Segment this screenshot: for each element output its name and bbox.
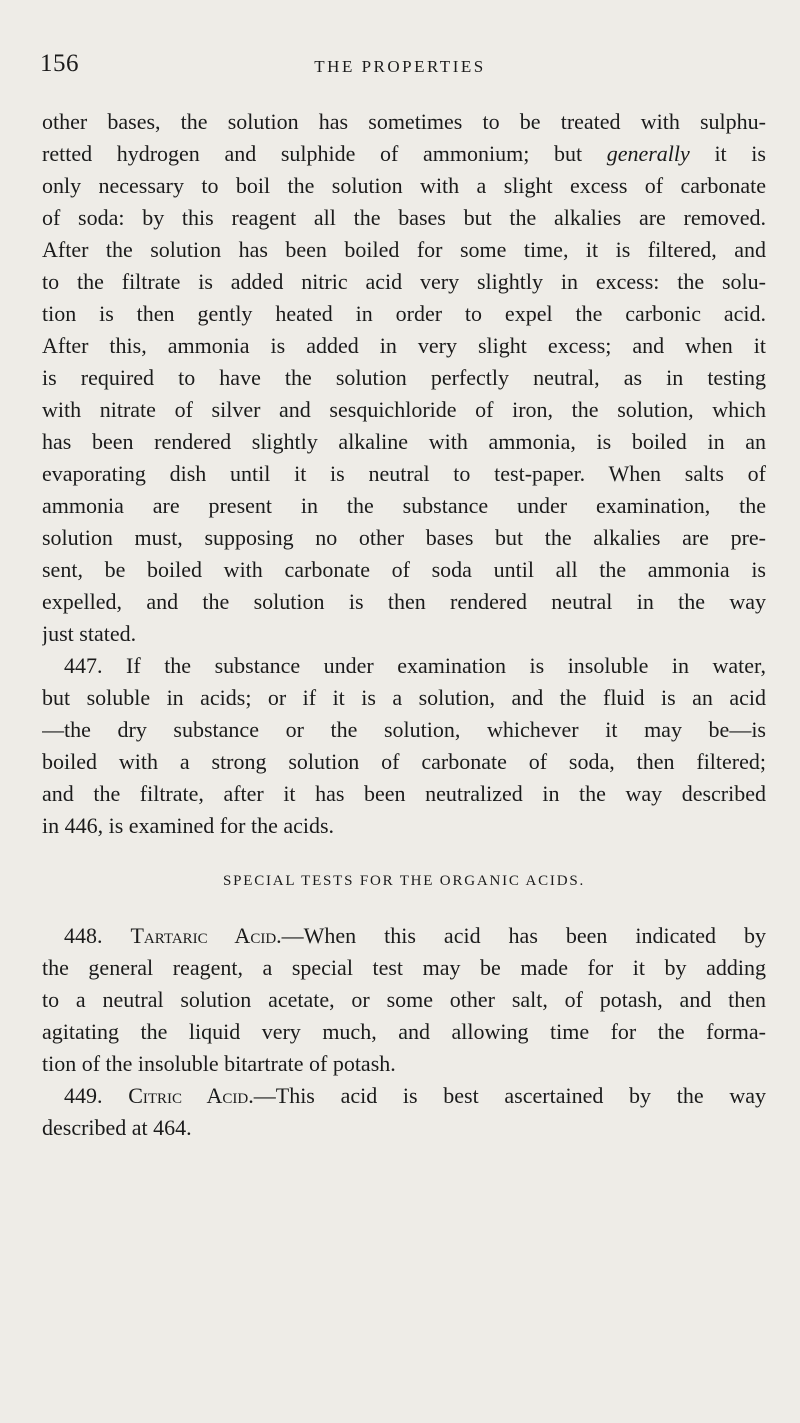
- text-line: to the filtrate is added nitric acid very slightly in excess: the solu-: [42, 269, 766, 294]
- text-line: only necessary to boil the solution with a slight excess of carbonate: [42, 173, 766, 198]
- text-line: in 446, is examined for the acids.: [42, 813, 335, 838]
- text-span: —When this acid has been indicated by: [281, 923, 766, 948]
- text-line: just stated.: [42, 621, 137, 646]
- text-line: and the filtrate, after it has been neutralized in the way described: [42, 781, 766, 806]
- text-line: other bases, the solution has sometimes to be treated with sulphu-: [42, 109, 766, 134]
- text-span: retted hydrogen and sulphide of ammonium; but: [42, 141, 607, 166]
- text-line: evaporating dish until it is neutral to test-paper. When salts of: [42, 461, 766, 486]
- text-line: After the solution has been boiled for some time, it is filtered, and: [42, 237, 766, 262]
- text-line: to a neutral solution acetate, or some other salt, of potash, and then: [42, 987, 766, 1012]
- text-line: [42, 138, 766, 170]
- text-line: has been rendered slightly alkaline with ammonia, is boiled in an: [42, 429, 766, 454]
- subsection-title: Citric Acid.: [128, 1083, 254, 1108]
- section-heading: SPECIAL TESTS FOR THE ORGANIC ACIDS.: [222, 873, 586, 889]
- text-line: 447. If the substance under examination is insoluble in water,: [64, 653, 766, 678]
- text-line: expelled, and the solution is then rendered neutral in the way: [42, 589, 766, 614]
- text-line: [42, 920, 766, 952]
- text-line: tion is then gently heated in order to expel the carbonic acid.: [42, 301, 766, 326]
- text-line: After this, ammonia is added in very slight excess; and when it: [42, 333, 766, 358]
- paragraph-number: 449.: [64, 1083, 129, 1108]
- paragraph-449: [42, 1080, 766, 1144]
- text-span: it is: [689, 141, 766, 166]
- subsection-title: Tartaric Acid.: [130, 923, 282, 948]
- paragraph-number: 448.: [64, 923, 131, 948]
- text-line: tion of the insoluble bitartrate of potash.: [42, 1051, 396, 1076]
- running-head: THE PROPERTIES: [314, 57, 486, 76]
- text-line: —the dry substance or the solution, whichever it may be—is: [42, 717, 766, 742]
- text-line: sent, be boiled with carbonate of soda until all the ammonia is: [42, 557, 766, 582]
- text-line: but soluble in acids; or if it is a solution, and the fluid is an acid: [42, 685, 766, 710]
- paragraph-447: [42, 650, 766, 842]
- paragraph-448: [42, 920, 766, 1080]
- text-line: [42, 1080, 766, 1112]
- text-line: agitating the liquid very much, and allowing time for the forma-: [42, 1019, 766, 1044]
- text-line: boiled with a strong solution of carbonate of soda, then filtered;: [42, 749, 766, 774]
- text-line: is required to have the solution perfectly neutral, as in testing: [42, 365, 766, 390]
- text-span: —This acid is best ascertained by the way: [253, 1083, 766, 1108]
- text-line: of soda: by this reagent all the bases but the alkalies are removed.: [42, 205, 766, 230]
- text-line: ammonia are present in the substance under examination, the: [42, 493, 766, 518]
- paragraph-continued: [42, 106, 766, 650]
- page-number: 156: [40, 50, 79, 77]
- text-line: with nitrate of silver and sesquichloride of iron, the solution, which: [42, 397, 766, 422]
- text-line: the general reagent, a special test may be made for it by adding: [42, 955, 766, 980]
- italic-text: generally: [606, 141, 690, 166]
- body-text: [42, 106, 766, 1144]
- text-line: described at 464.: [42, 1115, 192, 1140]
- text-line: solution must, supposing no other bases but the alkalies are pre-: [42, 525, 766, 550]
